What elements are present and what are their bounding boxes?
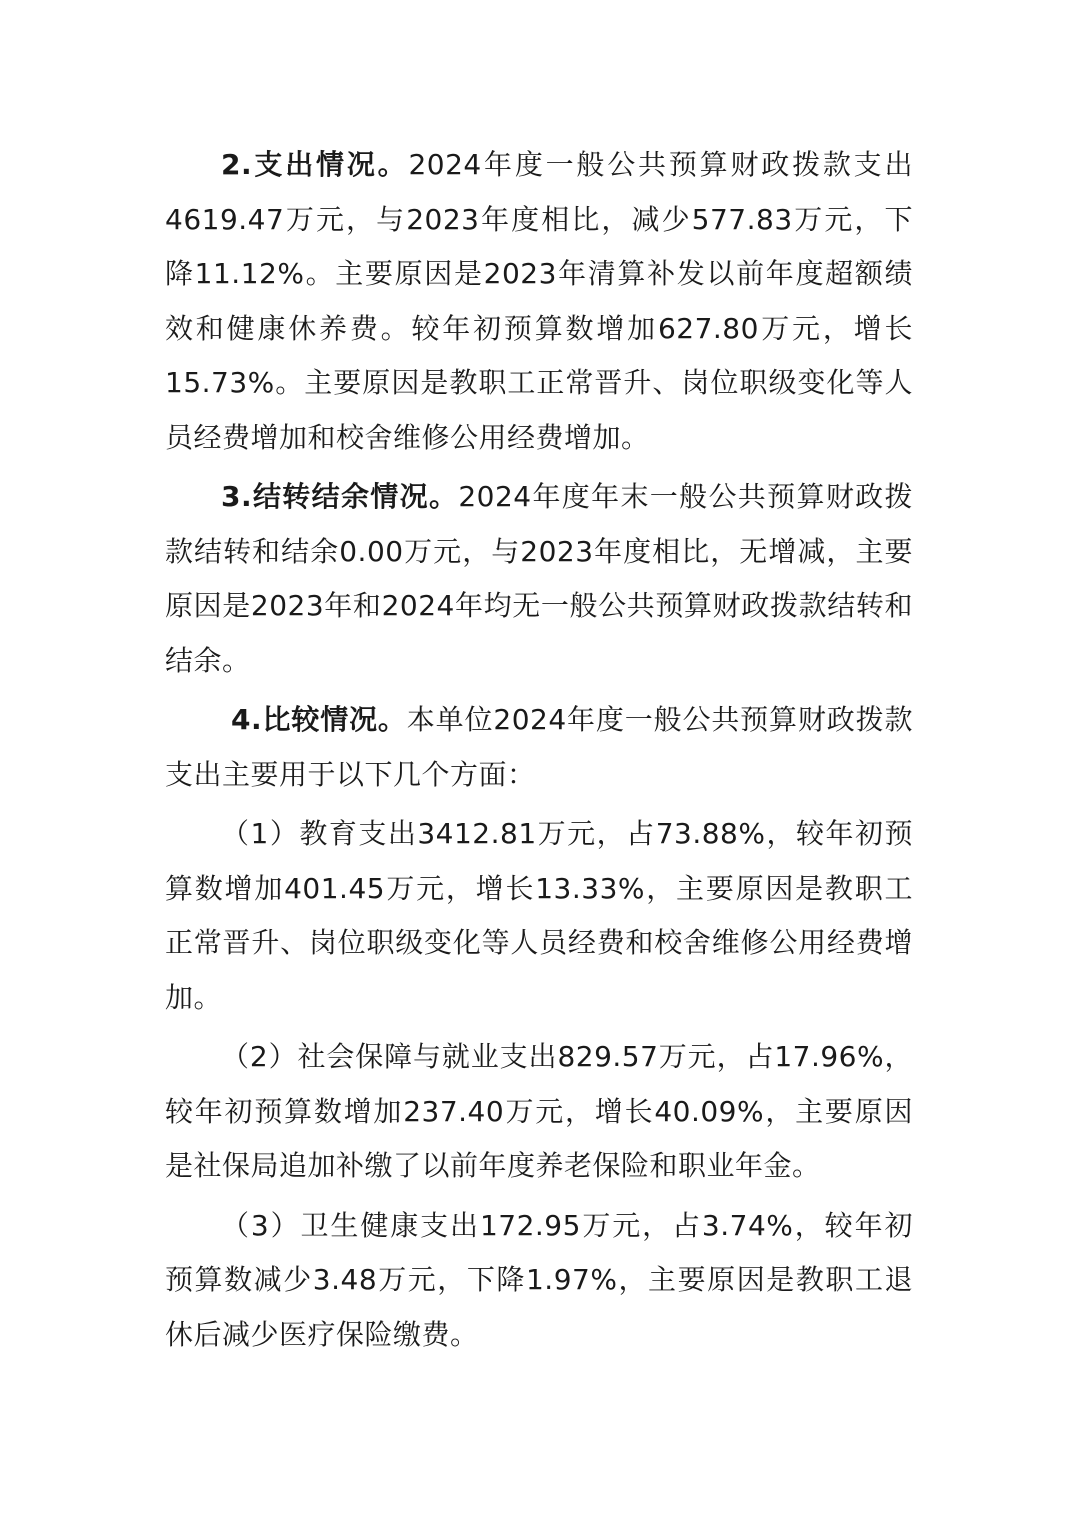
paragraph-heading: 4.比较情况。: [231, 703, 407, 736]
paragraph-carryover-balance: [165, 470, 913, 688]
document-body: [165, 138, 913, 1367]
paragraph-heading: 3.结转结余情况。: [221, 480, 459, 513]
paragraph-text: 2024年度年末一般公共预算财政拨款结转和结余0.00万元，与2023年度相比，无增减，主要原因是2023年和2024年均无一般公共预算财政拨款结转和结余。: [165, 480, 914, 677]
paragraph-text: 2024年度一般公共预算财政拨款支出4619.47万元，与2023年度相比，减少577.83万元，下降11.12%。主要原因是2023年清算补发以前年度超额绩效和健康休养费。较年初预算数增加627.80万元，增长15.73%。主要原因是教职工正常晋升、岗位职级变化等人员经费增加和校舍维修公用经费增加。: [165, 148, 913, 454]
paragraph-item-education: [165, 807, 913, 1025]
paragraph-comparison: [165, 693, 913, 802]
paragraph-expenditure: [165, 138, 913, 465]
paragraph-item-social-security: [165, 1030, 913, 1194]
paragraph-text: （1）教育支出3412.81万元，占73.88%，较年初预算数增加401.45万元，增长13.33%，主要原因是教职工正常晋升、岗位职级变化等人员经费和校舍维修公用经费增加。: [165, 817, 913, 1014]
paragraph-text: （2）社会保障与就业支出829.57万元，占17.96%，较年初预算数增加237.40万元，增长40.09%，主要原因是社保局追加补缴了以前年度养老保险和职业年金。: [165, 1040, 913, 1182]
paragraph-text: （3）卫生健康支出172.95万元，占3.74%，较年初预算数减少3.48万元，下降1.97%，主要原因是教职工退休后减少医疗保险缴费。: [165, 1208, 913, 1351]
paragraph-text: 本单位2024年度一般公共预算财政拨款支出主要用于以下几个方面：: [165, 703, 913, 791]
paragraph-item-health: [165, 1199, 913, 1363]
paragraph-heading: 2.支出情况。: [221, 148, 409, 181]
